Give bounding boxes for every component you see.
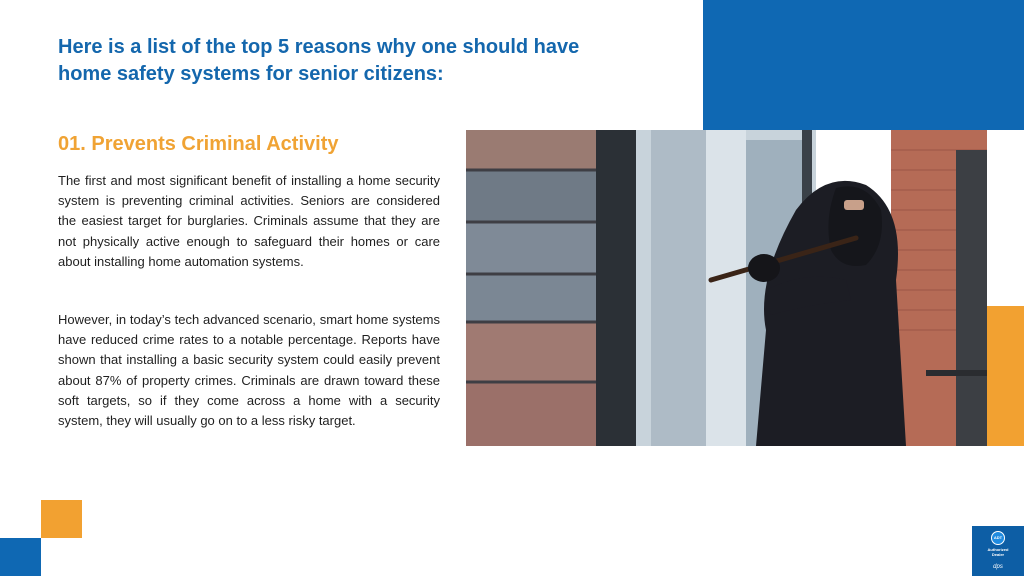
paragraph-1: The first and most significant benefit of installing a home security system is preventing criminal activities. Seniors are considered the easiest target for burglaries. Criminals assume that they are not physically active enough to safeguard their homes or care about installing home automation systems.	[58, 173, 440, 269]
blue-accent-block-top	[703, 0, 1024, 130]
badge-line-2: Dealer	[991, 552, 1005, 557]
badge-line-1: Authorized	[987, 547, 1009, 552]
badge-sub-logo: dps	[993, 564, 1003, 570]
section-heading: 01. Prevents Criminal Activity	[58, 133, 339, 155]
adt-logo: ADT	[991, 531, 1005, 545]
authorized-dealer-badge	[972, 526, 1024, 576]
burglar-photo	[466, 130, 987, 446]
paragraph-2: However, in today’s tech advanced scenario, smart home systems have reduced crime rates to a notable percentage. Reports have shown that installing a basic security system could easily prevent about 87% of property crimes. Criminals are drawn toward these soft targets, so if they come across a home with a security system, they will usually go on to a less risky target.	[58, 312, 440, 429]
orange-accent-square	[41, 500, 82, 538]
badge-text	[972, 547, 1024, 557]
blue-accent-square	[0, 538, 41, 576]
page-title: Here is a list of the top 5 reasons why one should have home safety systems for senior citizens:	[58, 36, 580, 85]
orange-accent-block-right	[987, 306, 1024, 446]
